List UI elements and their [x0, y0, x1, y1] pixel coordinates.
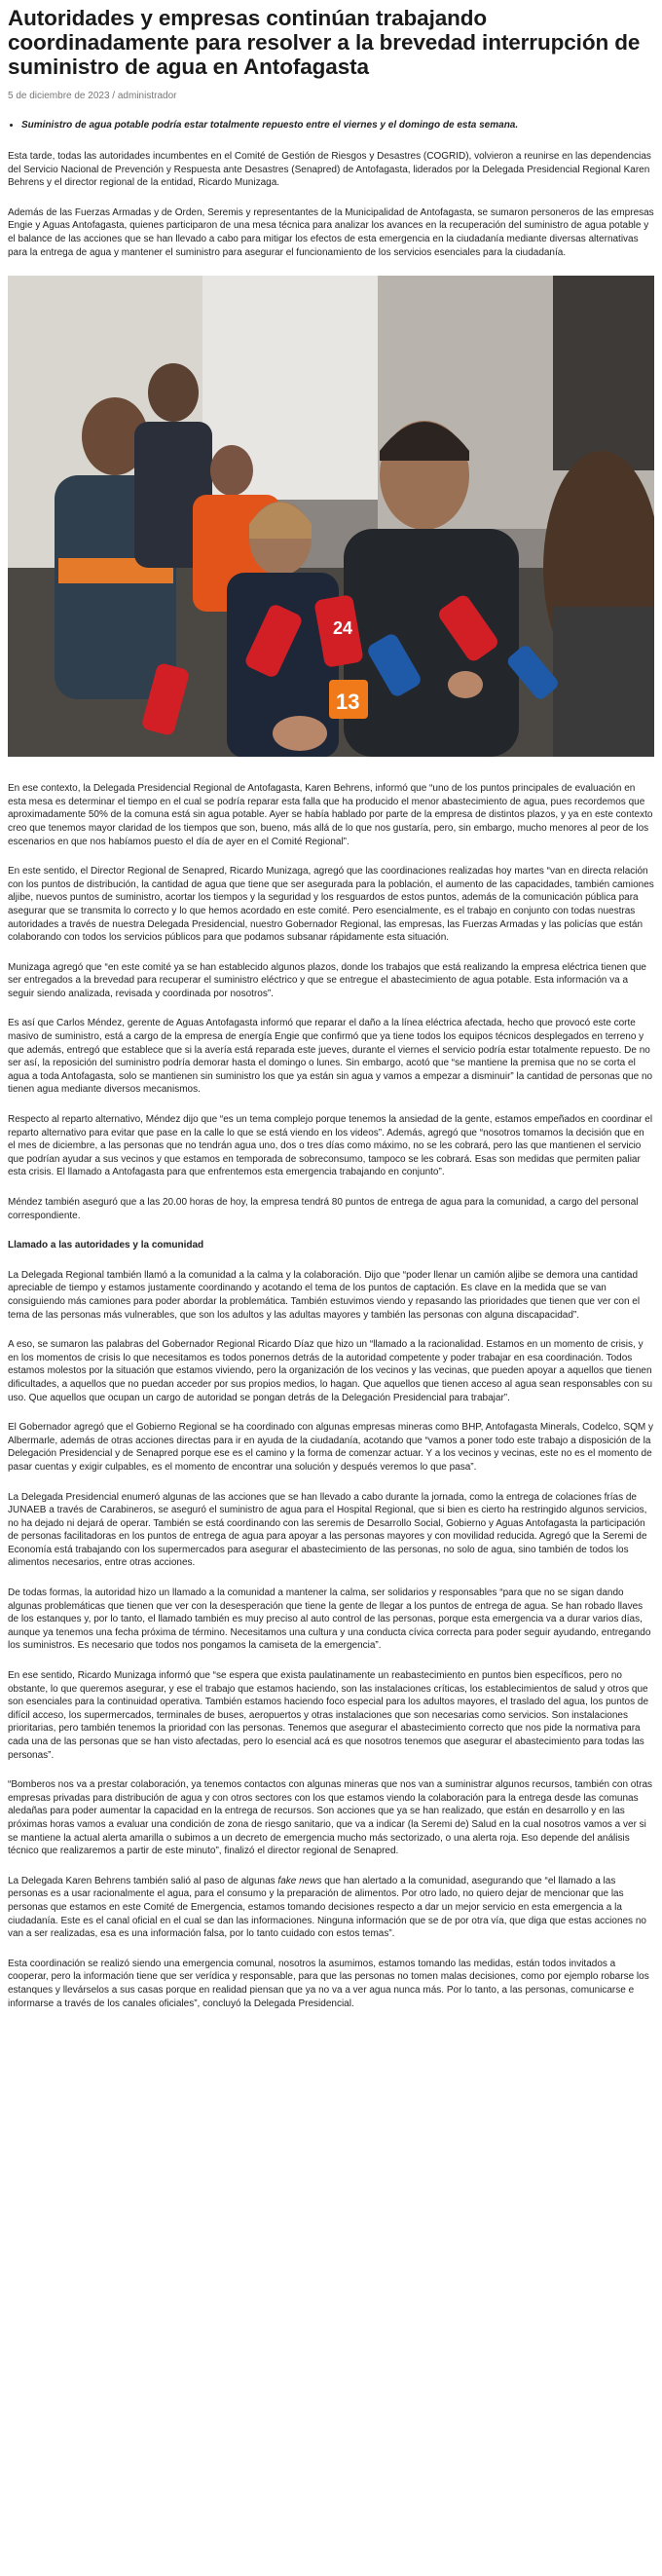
paragraph: De todas formas, la autoridad hizo un llamado a la comunidad a mantener la calma, ser solidarios y responsables “para que no se sigan dando algunas problemáticas que tienen que ver con la desesperación que tiene la gente de llegar a los puntos de entrega de agua. Se han robado llaves de los estanques y, por lo tanto, el llamado también es muy preciso al auto control de las personas, porque esta emergencia va a durar varios días, aunque ya tenemos una fecha próxima de término. Necesitamos una cultura y una conducta cívica correcta para poder seguir ayudando, entregando los suministros. Es necesario que todos nos pongamos la camiseta de la emergencia”. [8, 1587, 651, 1652]
press-conference-photo [8, 276, 654, 757]
paragraph-fake-news [8, 1875, 654, 1941]
mic-logo-13: 13 [336, 690, 360, 715]
paragraph: Es así que Carlos Méndez, gerente de Aguas Antofagasta informó que reparar el daño a la línea eléctrica afectada, hecho que provocó este corte masivo de suministro, está a cargo de la empresa de energía Engie que confirmó que ya tiene todos los equipos técnicos desplegados en terreno y que además, entregó que establece que si la avería está reparada este jueves, durante el viernes el servicio podría estar totalmente repuesto. De no ser así, la reposición del suministro podría demorar hasta el domingo o lunes. Sin embargo, acotó que “se mantiene la premisa que no se corta el agua a toda Antofagasta, solo se mantienen sin suministro los que ya están sin agua y vamos a empezar a disminuir” la cantidad de personas que no tienen agua mediante diversos mecanismos. [8, 1018, 653, 1096]
post-date-link[interactable]: 5 de diciembre de 2023 [8, 91, 110, 101]
photo-illustration [8, 276, 654, 757]
paragraph: La Delegada Presidencial enumeró algunas de las acciones que se han llevado a cabo durante la jornada, como la entrega de colaciones frías de JUNAEB a través de Carabineros, se aseguró el suministro de agua para el Hospital Regional, que si bien es cierto ha restringido algunos servicios, no ha dejado ni dejará de operar. También se está coordinando con las seremis de Desarrollo Social, Gobierno y Aguas Antofagasta la participación de personas facilitadoras en los puntos de entrega de agua para apoyar a las personas mayores y con movilidad reducida. Agregó que la Seremi de Economía está trabajando con los supermercados para asegurar el abastecimiento de las personas, no solo de agua, sino también de todos los alimentos necesarios, entre otras acciones. [8, 1491, 647, 1569]
paragraph-closing: Esta coordinación se realizó siendo una emergencia comunal, nosotros la asumimos, estamos tomando las medidas, están todos invitados a cooperar, pero la información tiene que ser verídica y responsable, para que las personas no tomen malas decisiones, como por ejemplo robarse los estanques y llevárselos a sus casas porque en realidad piensan que ya no va a ver agua nunca más. Por lo tanto, a las personas, comunicarse e informarse a través de los canales oficiales”, concluyó la Delegada Presidencial. [8, 1958, 649, 2009]
mic-logo-24: 24 [333, 618, 353, 639]
paragraph: Respecto al reparto alternativo, Méndez dijo que “es un tema complejo porque tenemos la ansiedad de la gente, estamos empeñados en coordinar el reparto alternativo para evitar que pase en la calle lo que se está viendo en los videos”. Además, agregó que “nosotros tomamos la decisión que en el mes de diciembre, a las personas que no tendrán agua uno, dos o tres días como máximo, no se les cobrará, pero las que mantienen el servicio que podrían ayudar a sus vecinos y que estamos en temporada de sobreconsumo, tampoco se les cobrará. Esas son medidas que permiten paliar esta crisis. El llamado a Antofagasta para que enfrentemos esta emergencia trabajando en conjunto”. [8, 1114, 653, 1178]
lead-item: • Suministro de agua potable podría estar totalmente repuesto entre el viernes y el domingo de esta semana. [21, 119, 654, 132]
meta-separator: / [109, 91, 118, 101]
fake-news-after: que han alertado a la comunidad, asegurando que “el llamado a las personas es a usar racionalmente el agua, para el consumo y la preparación de alimentos. Por otro lado, no quiero dejar de mencionar que las personas que estamos en este Comité de Emergencia, estamos tomando decisiones respecto a dar un mejor servicio en esta emergencia a la ciudadanía. Este es el canal oficial en el cual se dan las informaciones. Ninguna información que se de por otra vía, que diga que estas acciones no van a ser realizadas, esa es una información falsa, por lo tanto cuidado con estos temas”. [8, 1875, 646, 1940]
article-meta [8, 91, 654, 101]
section-subheading: Llamado a las autoridades y la comunidad [8, 1240, 204, 1251]
paragraph: La Delegada Regional también llamó a la comunidad a la calma y la colaboración. Dijo que “poder llenar un camión aljibe se demora una cantidad apreciable de tiempo y estamos justamente coordinando y acotando el tema de los puntos de captación. Es clave en la medida que se van consiguiendo más camiones para poder abordar la problemática. También estuvimos viendo y repasando las prioridades que tienen que ver con el tema de las personas más vulnerables, que son los adultos y las adultas mayores y también las personas con alguna discapacidad”. [8, 1269, 641, 1321]
paragraph: Méndez también aseguró que a las 20.00 horas de hoy, la empresa tendrá 80 puntos de entrega de agua para la comunidad, a cargo del personal correspondiente. [8, 1197, 639, 1221]
paragraph: Además de las Fuerzas Armadas y de Orden, Seremis y representantes de la Municipalidad de Antofagasta, se sumaron personeros de las empresas Engie y Aguas Antofagasta, quienes participaron de una mesa técnica para analizar los avances en la recuperación del suministro de agua potable y el balance de las acciones que se han llevado a cabo para mitigar los efectos de esta emergencia en la ciudadanía mediante diversas alternativas para la entrega de agua y mantener el suministro para asegurar el funcionamiento de los servicios esenciales para la ciudadanía. [8, 206, 654, 258]
paragraph: En ese sentido, Ricardo Munizaga informó que “se espera que exista paulatinamente un reabastecimiento en puntos bien específicos, pero no obstante, lo que queremos asegurar, y ese el trabajo que estamos haciendo, son las instalaciones críticas, los establecimientos de salud y otros que son esenciales para la continuidad operativa. También estamos haciendo foco especial para los adultos mayores, el traslado del agua, los puntos de difícil acceso, los supermercados, terminales de buses, aeropuertos y otras instalaciones que son necesarias como servicios. Son instalaciones prioritarias, pero también tenemos la prioridad con las personas. Tenemos que asegurar el abastecimiento correcto que nos pide la normativa para cada una de las personas que se han visto afectadas, pero lo esencial acá es que nosotros tenemos que asegurar el abastecimiento para todas las personas”. [8, 1670, 649, 1761]
fake-news-italic: fake news [277, 1875, 322, 1886]
paragraph: “Bomberos nos va a prestar colaboración, ya tenemos contactos con algunas mineras que nos van a suministrar algunos recursos, también con otras empresas privadas para distribución de agua y con otros sectores con los que estamos viendo la colaboración para la entrega desde las comunas aledañas para poder aumentar la capacidad en la entrega de recursos. Son acciones que ya se han realizado, que están en desarrollo y en las próximas horas vamos a evaluar una condición de zona de riesgo sanitario, que va a indicar (la Seremi de) Salud en la cual nosotros vamos a ver si se mantiene la actual alerta amarilla o subimos a un decreto de emergencia mucho más sectorizado, o una alerta roja. Eso depende del análisis técnico que realizaremos a partir de este minuto”, finalizó el director regional de Senapred. [8, 1779, 653, 1857]
paragraph: A eso, se sumaron las palabras del Gobernador Regional Ricardo Díaz que hizo un “llamado a la racionalidad. Estamos en un momento de crisis, y en los momentos de crisis lo que necesitamos es todos ponernos detrás de la autoridad competente y poder trabajar en esa coordinación. Todos estamos molestos por la situación que estamos viviendo, pero la organización de los vecinos y las vecinas, que pueden apoyar a aquellos que tienen dificultades, a aquellos que no puedan acceder por sus propios medios, lo hagan. Que aquellos que tienen acceso al agua sean responsables con su uso. Que aquellos que ocupan un cargo de autoridad se pongan detrás de la Delegación Presidencial para trabajar”. [8, 1339, 653, 1403]
paragraph: En este sentido, el Director Regional de Senapred, Ricardo Munizaga, agregó que las coordinaciones realizadas hoy martes “van en directa relación con los puntos de distribución, la cantidad de agua que tiene que ser asegurada para la población, el aumento de las capacidades, también camiones aljibe, nuevos puntos de suministro, acortar los tiempos y la seguridad y los resguardos de estos puntos, además de la comunicación pública para asegurar que se transmita lo correcto y lo que hemos acordado en este comité. Pero esencialmente, es el trabajo en conjunto con todas nuestras autoridades a través de nuestra Delegada Presidencial, nuestro Gobernador Regional, las empresas, las Fuerzas Armadas y las policías que están colaborando con todos los servicios públicos para que podamos subsanar rápidamente esta situación. [8, 866, 654, 944]
paragraph: En ese contexto, la Delegada Presidencial Regional de Antofagasta, Karen Behrens, informó que “uno de los puntos principales de evaluación en esta mesa es determinar el tiempo en el cual se podría reparar esta falla que ha producido el menor abastecimiento de agua, pues recordemos que aproximadamente 50% de la comuna está sin agua potable. Ayer se había hablado por parte de la empresa de distintos plazos, y ya en este contexto creo que tenemos mayor claridad de los tiempos que son, bueno, más allá de lo que nos gustaría, pero, sin embargo, mucho menores al peor de los escenarios en que nos habíamos puesto el día de ayer en el Comité Regional”. [8, 783, 653, 847]
paragraph: Munizaga agregó que “en este comité ya se han establecido algunos plazos, donde los trabajos que está realizando la empresa eléctrica tienen que ser entregados a la brevedad para recuperar el suministro eléctrico y que se entregue el abastecimiento de agua potable. Esta información va a seguir siendo analizada, revisada y coordinada por nosotros”. [8, 961, 646, 999]
paragraph: El Gobernador agregó que el Gobierno Regional se ha coordinado con algunas empresas mineras como BHP, Antofagasta Minerals, Codelco, SQM y Albermarle, además de otras acciones directas para ir en ayuda de la ciudadanía, acotando que “vamos a poner todo este trabajo a disposición de la Delegación Presidencial y de Senapred porque ese es el camino y la forma de comenzar actuar. Y a los vecinos y vecinas, este no es el momento de pasar cuentas y exigir culpables, es el momento de encontrar una solución y después veremos lo que pasa”. [8, 1422, 653, 1473]
paragraph: Esta tarde, todas las autoridades incumbentes en el Comité de Gestión de Riesgos y Desastres (COGRID), volvieron a reunirse en las dependencias del Servicio Nacional de Prevención y Respuesta ante Desastres (Senapred) de Antofagasta, liderados por la Delegada Presidencial Regional Karen Behrens y el director regional de la entidad, Ricardo Munizaga. [8, 151, 651, 189]
fake-news-before: La Delegada Karen Behrens también salió al paso de algunas [8, 1875, 278, 1886]
lead-list [8, 119, 654, 132]
author-link[interactable]: administrador [117, 91, 177, 101]
article-title: Autoridades y empresas continúan trabajando coordinadamente para resolver a la brevedad interrupción de suministro de agua en Antofagasta [8, 6, 641, 79]
